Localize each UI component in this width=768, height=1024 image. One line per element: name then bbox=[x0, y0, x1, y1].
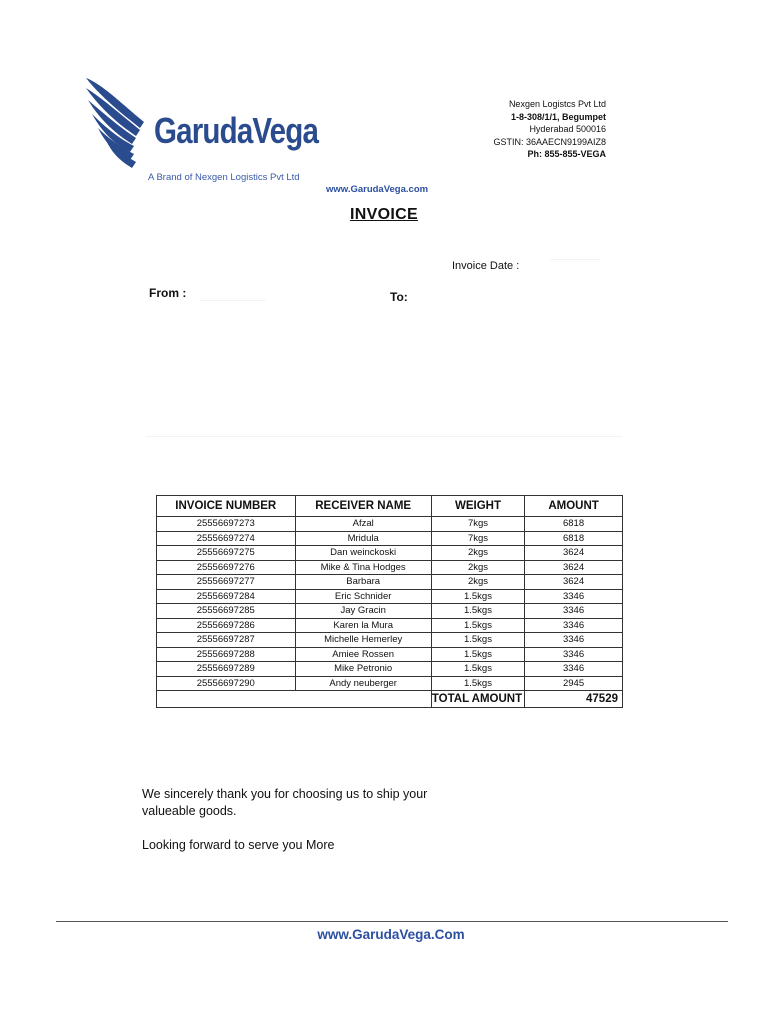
table-row bbox=[157, 575, 623, 590]
weight-cell: 1.5kgs bbox=[431, 676, 524, 691]
redacted-line bbox=[550, 259, 600, 260]
table-row bbox=[157, 633, 623, 648]
weight-cell: 2kgs bbox=[431, 575, 524, 590]
receiver-name-cell: Karen la Mura bbox=[295, 618, 431, 633]
amount-cell: 3346 bbox=[525, 633, 623, 648]
thank-you-message: We sincerely thank you for choosing us to ship your valueable goods. bbox=[142, 787, 428, 818]
total-spacer bbox=[157, 691, 432, 708]
website-link-top[interactable]: www.GarudaVega.com bbox=[326, 184, 429, 195]
amount-cell: 3624 bbox=[525, 546, 623, 561]
col-header-weight: WEIGHT bbox=[431, 496, 524, 517]
amount-cell: 3346 bbox=[525, 618, 623, 633]
invoice-number-cell: 25556697290 bbox=[157, 676, 296, 691]
table-row bbox=[157, 662, 623, 677]
receiver-name-cell: Andy neuberger bbox=[295, 676, 431, 691]
weight-cell: 7kgs bbox=[431, 517, 524, 532]
receiver-name-cell: Afzal bbox=[295, 517, 431, 532]
footer-website-link[interactable]: www.GarudaVega.Com bbox=[317, 927, 465, 942]
weight-cell: 1.5kgs bbox=[431, 647, 524, 662]
table-row bbox=[157, 647, 623, 662]
invoice-number-cell: 25556697276 bbox=[157, 560, 296, 575]
invoice-number-cell: 25556697286 bbox=[157, 618, 296, 633]
invoice-number-cell: 25556697277 bbox=[157, 575, 296, 590]
brand-logo bbox=[82, 74, 322, 184]
company-address bbox=[493, 98, 606, 161]
table-row bbox=[157, 676, 623, 691]
invoice-number-cell: 25556697273 bbox=[157, 517, 296, 532]
invoice-title: INVOICE bbox=[350, 206, 418, 223]
invoice-number-cell: 25556697275 bbox=[157, 546, 296, 561]
table-row bbox=[157, 560, 623, 575]
receiver-name-cell: Mike & Tina Hodges bbox=[295, 560, 431, 575]
receiver-name-cell: Jay Gracin bbox=[295, 604, 431, 619]
weight-cell: 7kgs bbox=[431, 531, 524, 546]
company-address-line2: Hyderabad 500016 bbox=[529, 124, 606, 134]
amount-cell: 6818 bbox=[525, 517, 623, 532]
amount-cell: 3346 bbox=[525, 662, 623, 677]
total-row bbox=[157, 691, 623, 708]
weight-cell: 1.5kgs bbox=[431, 589, 524, 604]
company-address-line1: 1-8-308/1/1, Begumpet bbox=[510, 111, 606, 122]
invoice-number-cell: 25556697289 bbox=[157, 662, 296, 677]
amount-cell: 6818 bbox=[525, 531, 623, 546]
weight-cell: 1.5kgs bbox=[431, 604, 524, 619]
table-row bbox=[157, 618, 623, 633]
amount-cell: 2945 bbox=[525, 676, 623, 691]
weight-cell: 1.5kgs bbox=[431, 662, 524, 677]
redacted-line bbox=[200, 300, 266, 301]
invoice-date-label: Invoice Date : bbox=[452, 260, 520, 272]
receiver-name-cell: Mike Petronio bbox=[295, 662, 431, 677]
table-row bbox=[157, 517, 623, 532]
receiver-name-cell: Mridula bbox=[295, 531, 431, 546]
amount-cell: 3624 bbox=[525, 575, 623, 590]
weight-cell: 1.5kgs bbox=[431, 633, 524, 648]
col-header-amount: AMOUNT bbox=[525, 496, 623, 517]
total-amount-value: 47529 bbox=[525, 691, 623, 708]
table-row bbox=[157, 604, 623, 619]
invoice-number-cell: 25556697285 bbox=[157, 604, 296, 619]
company-phone: Ph: 855-855-VEGA bbox=[527, 149, 606, 159]
amount-cell: 3346 bbox=[525, 589, 623, 604]
invoice-number-cell: 25556697287 bbox=[157, 633, 296, 648]
total-amount-label: TOTAL AMOUNT bbox=[431, 691, 524, 708]
receiver-name-cell: Barbara bbox=[295, 575, 431, 590]
footer-divider bbox=[56, 921, 728, 922]
table-row bbox=[157, 589, 623, 604]
to-label: To: bbox=[390, 290, 408, 304]
wing-icon bbox=[82, 74, 162, 174]
amount-cell: 3346 bbox=[525, 604, 623, 619]
table-row bbox=[157, 546, 623, 561]
invoice-number-cell: 25556697274 bbox=[157, 531, 296, 546]
weight-cell: 2kgs bbox=[431, 546, 524, 561]
amount-cell: 3346 bbox=[525, 647, 623, 662]
table-row bbox=[157, 531, 623, 546]
company-name: Nexgen Logistcs Pvt Ltd bbox=[508, 99, 606, 109]
col-header-receiver-name: RECEIVER NAME bbox=[295, 496, 431, 517]
receiver-name-cell: Dan weinckoski bbox=[295, 546, 431, 561]
amount-cell: 3624 bbox=[525, 560, 623, 575]
receiver-name-cell: Eric Schnider bbox=[295, 589, 431, 604]
invoice-table bbox=[156, 495, 623, 708]
invoice-number-cell: 25556697288 bbox=[157, 647, 296, 662]
receiver-name-cell: Michelle Hemerley bbox=[295, 633, 431, 648]
weight-cell: 2kgs bbox=[431, 560, 524, 575]
receiver-name-cell: Amiee Rossen bbox=[295, 647, 431, 662]
invoice-number-cell: 25556697284 bbox=[157, 589, 296, 604]
weight-cell: 1.5kgs bbox=[431, 618, 524, 633]
brand-name: GarudaVega bbox=[154, 110, 319, 151]
table-header-row bbox=[157, 496, 623, 517]
brand-tagline: A Brand of Nexgen Logistics Pvt Ltd bbox=[148, 172, 300, 183]
col-header-invoice-number: INVOICE NUMBER bbox=[157, 496, 296, 517]
redacted-line bbox=[146, 436, 622, 437]
company-gstin: GSTIN: 36AAECN9199AIZ8 bbox=[493, 136, 606, 147]
from-label: From : bbox=[149, 286, 187, 300]
closing-message: Looking forward to serve you More bbox=[142, 838, 335, 852]
